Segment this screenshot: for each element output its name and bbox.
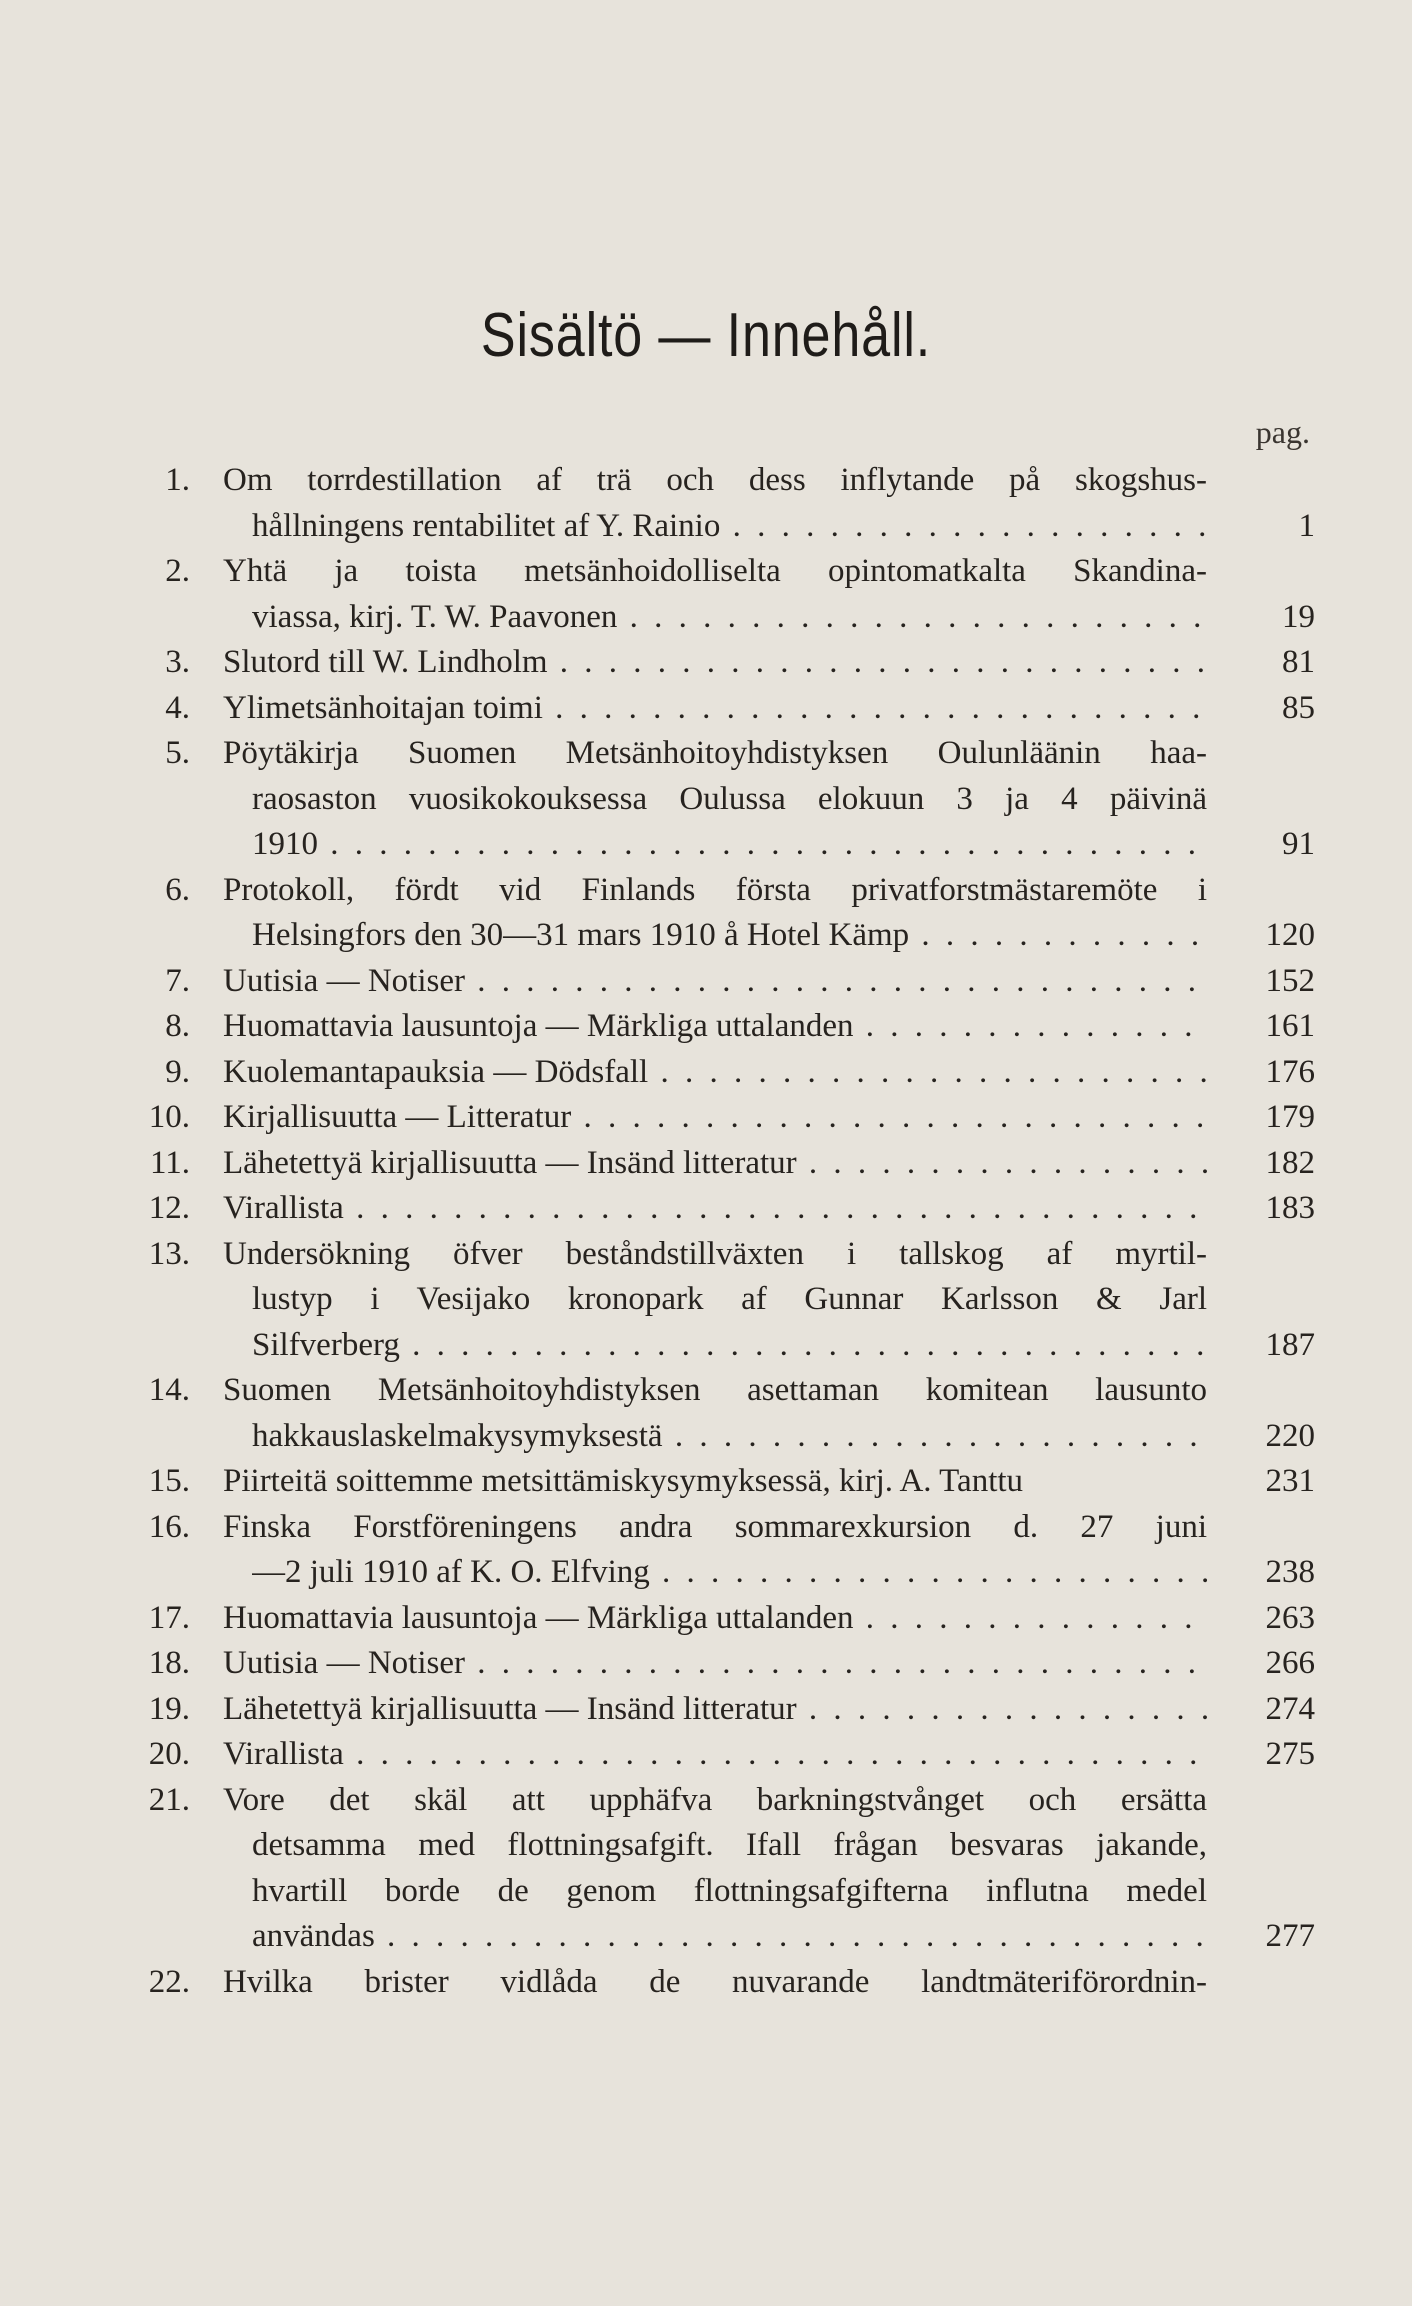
toc-entry-line: [140, 1687, 1315, 1733]
toc-entry: [140, 1141, 1315, 1187]
toc-entry-line: [140, 1596, 1315, 1642]
toc-entry-line: [140, 1550, 1315, 1596]
toc-entry-title: Yhtä ja toista metsänhoidolliselta opintomatkalta Skandina-: [223, 553, 1207, 589]
toc-entry-title: Undersökning öfver beståndstillväxten i tallskog af myrtil-: [223, 1235, 1207, 1272]
toc-entry-title: Pöytäkirja Suomen Metsänhoitoyhdistyksen Oulunläänin haa-: [223, 735, 1207, 771]
toc-entry-line: [140, 1277, 1315, 1323]
toc-entry-page: 277: [1265, 1918, 1315, 1954]
toc-entry-number: 15.: [148, 1463, 190, 1499]
toc-entry-number: 21.: [148, 1781, 190, 1818]
toc-entry-title: Helsingfors den 30—31 mars 1910 å Hotel Kämp . . .: [252, 913, 1207, 959]
toc-entry-title: —2 juli 1910 af K. O. Elfving . . .: [252, 1550, 1207, 1596]
toc-entry: [140, 1186, 1315, 1232]
toc-entry-number: 14.: [148, 1372, 190, 1408]
toc-entry-number: 17.: [148, 1599, 190, 1636]
toc-entry-title: raosaston vuosikokouksessa Oulussa elokuun 3 ja 4 päivinä: [252, 780, 1207, 817]
toc-entry-number: 16.: [148, 1508, 190, 1545]
table-of-contents: [140, 458, 1315, 2005]
toc-entry-number: 18.: [148, 1645, 190, 1681]
toc-entry-line: [140, 868, 1315, 914]
toc-entry-line: [140, 1141, 1315, 1187]
toc-entry-title: viassa, kirj. T. W. Paavonen . . .: [252, 595, 1207, 641]
toc-entry-title: detsamma med flottningsafgift. Ifall frågan besvaras jakande,: [252, 1827, 1207, 1863]
toc-entry-title: Finska Forstföreningens andra sommarexkursion d. 27 juni: [223, 1508, 1207, 1545]
toc-entry: [140, 1732, 1315, 1778]
toc-entry-page: 120: [1265, 917, 1315, 953]
toc-entry-page: 220: [1265, 1417, 1315, 1454]
toc-entry: [140, 1459, 1315, 1505]
toc-entry-page: 187: [1265, 1326, 1315, 1363]
toc-entry-line: [140, 640, 1315, 686]
toc-entry-page: 179: [1265, 1099, 1315, 1135]
toc-entry-title: Lähetettyä kirjallisuutta — Insänd litteratur . . .: [223, 1141, 1207, 1187]
toc-entry: [140, 1232, 1315, 1369]
toc-entry: [140, 1596, 1315, 1642]
toc-entry-number: 13.: [148, 1235, 190, 1272]
toc-entry: [140, 640, 1315, 686]
toc-entry-number: 5.: [165, 735, 190, 771]
toc-entry-title: Lähetettyä kirjallisuutta — Insänd litteratur . . .: [223, 1687, 1207, 1733]
toc-entry: [140, 731, 1315, 868]
toc-entry-number: 6.: [165, 871, 190, 908]
toc-entry-page: 81: [1282, 644, 1315, 680]
toc-entry-title: användas . . .: [252, 1914, 1207, 1960]
toc-entry-title: Protokoll, fördt vid Finlands första privatforstmästaremöte i: [223, 871, 1207, 908]
toc-entry-line: [140, 686, 1315, 732]
toc-entry-line: [140, 1368, 1315, 1414]
toc-entry-title: hvartill borde de genom flottningsafgifterna influtna medel: [252, 1872, 1207, 1909]
toc-entry-page: 266: [1265, 1645, 1315, 1681]
toc-entry-title: lustyp i Vesijako kronopark af Gunnar Karlsson & Jarl: [252, 1281, 1207, 1317]
toc-entry-line: [140, 1459, 1315, 1505]
toc-entry-title: Virallista . . .: [223, 1186, 1207, 1232]
toc-entry-line: [140, 1823, 1315, 1869]
toc-entry-title: Kuolemantapauksia — Dödsfall . . .: [223, 1050, 1207, 1096]
page-title: Sisältö — Innehåll.: [480, 301, 932, 370]
toc-entry-line: [140, 1095, 1315, 1141]
toc-entry-line: [140, 777, 1315, 823]
toc-entry-number: 10.: [148, 1099, 190, 1135]
toc-entry: [140, 1004, 1315, 1050]
toc-entry-page: 274: [1265, 1690, 1315, 1727]
toc-entry-number: 11.: [149, 1144, 190, 1181]
toc-entry-page: 275: [1265, 1736, 1315, 1772]
toc-entry-number: 7.: [165, 962, 190, 999]
toc-entry-page: 238: [1265, 1554, 1315, 1590]
toc-entry-line: [140, 1960, 1315, 2006]
toc-entry-title: 1910 . . .: [252, 822, 1207, 868]
toc-entry-title: Hvilka brister vidlåda de nuvarande landtmäteriförordnin-: [223, 1963, 1207, 2000]
toc-entry-title: Uutisia — Notiser . . .: [223, 959, 1207, 1005]
toc-entry-title: Huomattavia lausuntoja — Märkliga uttalanden . . .: [223, 1596, 1207, 1642]
toc-entry-title: Huomattavia lausuntoja — Märkliga uttalanden . . .: [223, 1004, 1207, 1050]
toc-entry-title: Om torrdestillation af trä och dess inflytande på skogshus-: [223, 462, 1207, 498]
toc-entry-number: 2.: [165, 553, 190, 589]
toc-entry-title: Vore det skäl att upphäfva barkningstvånget och ersätta: [223, 1781, 1207, 1818]
toc-entry-page: 183: [1265, 1190, 1315, 1226]
toc-entry-title: Silfverberg . . .: [252, 1323, 1207, 1369]
toc-entry-line: [140, 458, 1315, 504]
toc-entry-line: [140, 1004, 1315, 1050]
toc-entry-page: 231: [1265, 1463, 1315, 1499]
toc-entry-line: [140, 1778, 1315, 1824]
toc-entry-title: Ylimetsänhoitajan toimi . . .: [223, 686, 1207, 732]
toc-entry-line: [140, 1050, 1315, 1096]
toc-entry-number: 12.: [148, 1190, 190, 1226]
toc-entry-title: Virallista . . .: [223, 1732, 1207, 1778]
toc-entry-line: [140, 1186, 1315, 1232]
toc-entry-line: [140, 1232, 1315, 1278]
toc-entry: [140, 1050, 1315, 1096]
toc-entry-line: [140, 913, 1315, 959]
toc-entry-line: [140, 1505, 1315, 1551]
toc-entry: [140, 1960, 1315, 2006]
toc-entry-number: 22.: [148, 1963, 190, 2000]
toc-entry-number: 3.: [165, 644, 190, 680]
toc-entry-line: [140, 549, 1315, 595]
toc-entry-page: 152: [1265, 962, 1315, 999]
toc-entry: [140, 1095, 1315, 1141]
toc-entry: [140, 686, 1315, 732]
toc-entry: [140, 458, 1315, 549]
toc-entry-page: 91: [1282, 826, 1315, 862]
toc-entry-number: 19.: [148, 1690, 190, 1727]
toc-entry-line: [140, 731, 1315, 777]
toc-entry-line: [140, 1869, 1315, 1915]
toc-entry: [140, 1687, 1315, 1733]
toc-entry-line: [140, 959, 1315, 1005]
toc-entry-number: 20.: [148, 1736, 190, 1772]
toc-entry-number: 8.: [165, 1008, 190, 1044]
toc-entry: [140, 1641, 1315, 1687]
toc-entry-page: 1: [1298, 507, 1315, 544]
toc-entry-line: [140, 1414, 1315, 1460]
toc-entry-number: 4.: [165, 689, 190, 726]
toc-entry: [140, 959, 1315, 1005]
toc-entry-title: hållningens rentabilitet af Y. Rainio . . .: [252, 504, 1207, 550]
toc-entry: [140, 1368, 1315, 1459]
toc-entry: [140, 1778, 1315, 1960]
toc-entry-line: [140, 1323, 1315, 1369]
toc-entry-title: Slutord till W. Lindholm . . .: [223, 640, 1207, 686]
toc-entry-title: hakkauslaskelmakysymyksestä . . .: [252, 1414, 1207, 1460]
toc-entry-number: 9.: [165, 1053, 190, 1090]
toc-entry-line: [140, 1914, 1315, 1960]
toc-entry-line: [140, 822, 1315, 868]
toc-entry-title: Uutisia — Notiser . . .: [223, 1641, 1207, 1687]
toc-entry-title: Kirjallisuutta — Litteratur . . .: [223, 1095, 1207, 1141]
toc-entry-page: 263: [1265, 1599, 1315, 1636]
toc-entry-page: 176: [1265, 1053, 1315, 1090]
toc-entry-title: Suomen Metsänhoitoyhdistyksen asettaman komitean lausunto: [223, 1372, 1207, 1408]
toc-entry-page: 161: [1265, 1008, 1315, 1044]
toc-entry-page: 19: [1282, 598, 1315, 635]
toc-entry-line: [140, 1641, 1315, 1687]
toc-entry-line: [140, 595, 1315, 641]
toc-entry-line: [140, 1732, 1315, 1778]
toc-entry: [140, 1505, 1315, 1596]
toc-entry-page: 182: [1265, 1144, 1315, 1181]
toc-entry-line: [140, 504, 1315, 550]
toc-entry-page: 85: [1282, 689, 1315, 726]
toc-entry-title: Piirteitä soittemme metsittämiskysymyksessä, kirj. A. Tanttu: [223, 1463, 1024, 1499]
page-column-label: pag.: [1255, 414, 1310, 450]
toc-entry: [140, 868, 1315, 959]
toc-entry-number: 1.: [165, 462, 190, 498]
toc-entry: [140, 549, 1315, 640]
